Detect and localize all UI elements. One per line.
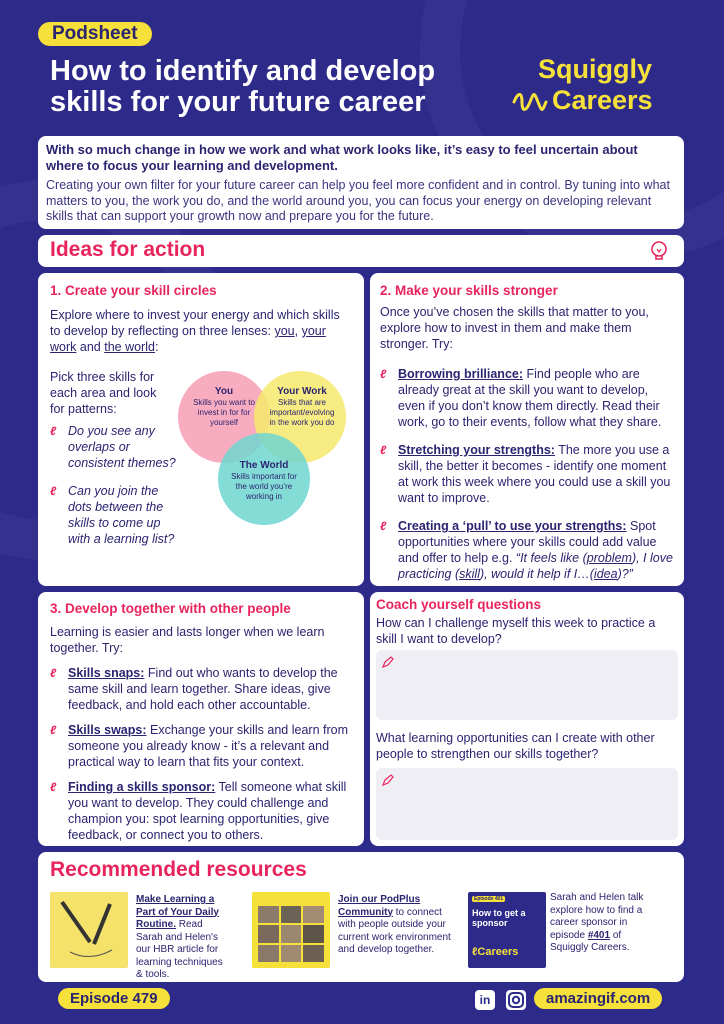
borrowing-brilliance-label: Borrowing brilliance: (398, 367, 524, 381)
ideas-title: Ideas for action (50, 238, 206, 261)
thumb-logo: ℓCareers (472, 946, 519, 958)
question-item: ℓ Do you see any overlaps or consistent themes? (50, 424, 176, 470)
make-stronger-title: 2. Make your skills stronger (380, 283, 558, 298)
venn-label-work: Your Work Skills that are important/evolving in the work you do (269, 386, 335, 427)
pencils-icon (50, 892, 128, 968)
make-stronger-intro: Once you’ve chosen the skills that matter to you, explore how to invest in them and make them stronger. Try: (380, 305, 649, 351)
intro-bold: With so much change in how we work and what work looks like, it’s easy to feel uncertain about where to focus your learning and development. (46, 142, 638, 173)
skills-sponsor-label: Finding a skills sponsor: (68, 780, 216, 794)
squiggle-bullet-icon: ℓ (380, 367, 387, 381)
resource-1-link[interactable]: Make Learning a Part of Your Daily Routine. (136, 894, 219, 930)
coach-question-1: How can I challenge myself this week to practice a skill I want to develop? (376, 616, 656, 646)
coach-questions-title: Coach yourself questions (376, 597, 542, 612)
lens-you: you (274, 324, 295, 338)
resource-2-text: Join our PodPlus Community to connect with people outside your current work environment and develop together. (338, 894, 451, 955)
page-title: How to identify and develop skills for your future career (50, 55, 436, 118)
skills-swaps-label: Skills swaps: (68, 723, 147, 737)
strategy-item: ℓ Stretching your strengths: The more you use a skill, the better it becomes - identify one moment at work this week where you could use a skill you want to improve. (380, 443, 671, 505)
answer-box-2[interactable] (376, 768, 678, 840)
strategy-item: ℓ Skills snaps: Find out who wants to develop the same skill and learn together. Share ideas, give feedback, and hold each other accountable. (50, 666, 338, 712)
thumb-episode-label: Episode 401 (474, 896, 504, 902)
creating-pull-label: Creating a ‘pull’ to use your strengths: (398, 519, 627, 533)
strategy-item: ℓ Finding a skills sponsor: Tell someone what skill you want to develop. They could challenge and champion you: spot learning opportunities, give feedback, or connect you to others. (50, 780, 347, 842)
podsheet-badge: Podsheet (38, 22, 152, 46)
video-grid-icon (258, 906, 324, 962)
venn-diagram (178, 371, 358, 541)
logo-line2: Careers (552, 85, 653, 115)
skills-snaps-label: Skills snaps: (68, 666, 145, 680)
develop-together-intro: Learning is easier and lasts longer when we learn together. Try: (50, 625, 325, 655)
strategy-item: ℓ Borrowing brilliance: Find people who are already great at the skill you want to develop, even if you don’t know them directly. Read their work, go to their events, follow what they share. (380, 367, 662, 429)
venn-label-you: You Skills you want to invest in for for yourself (193, 386, 255, 427)
develop-together-title: 3. Develop together with other people (50, 601, 291, 616)
skill-circles-intro: Explore where to invest your energy and which skills to develop by reflecting on three lenses: you, your work and the world: (50, 308, 340, 354)
squiggle-icon (512, 90, 552, 112)
develop-together-card (38, 592, 364, 846)
instagram-icon[interactable] (506, 990, 526, 1010)
resources-card (38, 852, 684, 982)
intro-text: Creating your own filter for your future career can help you feel more confident and in control. By tuning into what matters to you, the work you do, and the world around you, you can focus your energy on developing relevant skills that can support your growth now and prepare you for the future. (46, 178, 670, 223)
ideas-banner (38, 235, 684, 267)
answer-box-1[interactable] (376, 650, 678, 720)
skill-circles-title: 1. Create your skill circles (50, 283, 217, 298)
linkedin-icon[interactable]: in (475, 990, 495, 1010)
question-item: ℓ Can you join the dots between the skills to come up with a learning list? (50, 484, 175, 546)
instagram-glyph (506, 990, 526, 1010)
coach-questions-card (370, 592, 684, 846)
squiggle-bullet-icon: ℓ (380, 519, 387, 533)
venn-label-world: The World Skills important for the world you’re working in (231, 460, 297, 501)
pencil-icon (382, 774, 394, 786)
resources-title: Recommended resources (50, 858, 307, 881)
skill-circles-card (38, 273, 364, 586)
make-stronger-card (370, 273, 684, 586)
strategy-item: ℓ Creating a ‘pull’ to use your strengths: Spot opportunities where your skills could add value and offer to help e.g. “It feels like (problem), I love practicing (skill), would it help if I…(idea)?” (380, 519, 673, 581)
resource-thumbnail-community[interactable] (252, 892, 330, 968)
intro-card (38, 136, 684, 229)
squiggle-bullet-icon: ℓ (50, 666, 57, 680)
squiggle-bullet-icon: ℓ (50, 780, 57, 794)
thumb-title: How to get a sponsor (472, 908, 526, 928)
resource-thumbnail-episode[interactable] (468, 892, 546, 968)
patterns-questions (50, 423, 178, 547)
lens-your-work: your work (50, 324, 326, 354)
resource-1-text: Make Learning a Part of Your Daily Routine. Read Sarah and Helen's our HBR article for learning techniques & tools. (136, 894, 223, 980)
squiggle-bullet-icon: ℓ (50, 424, 57, 438)
lightbulb-icon (648, 239, 670, 263)
resource-2-link[interactable]: Join our PodPlus Community (338, 894, 421, 918)
logo-line1: Squiggly (538, 54, 652, 84)
squiggle-bullet-icon: ℓ (50, 723, 57, 737)
stretching-strengths-label: Stretching your strengths: (398, 443, 555, 457)
squiggly-careers-logo (512, 54, 692, 116)
coach-question-2: What learning opportunities can I create with other people to strengthen our skills together? (376, 731, 655, 761)
episode-401-link[interactable]: #401 (587, 929, 611, 941)
lens-the-world: the world (104, 340, 155, 354)
episode-badge: Episode 479 (58, 988, 170, 1009)
pick-skills-text: Pick three skills for each area and look for patterns: (50, 370, 157, 416)
squiggle-bullet-icon: ℓ (50, 484, 57, 498)
resource-thumbnail-pencils[interactable] (50, 892, 128, 968)
website-link[interactable]: amazingif.com (534, 988, 662, 1009)
squiggle-bullet-icon: ℓ (380, 443, 387, 457)
pencil-icon (382, 656, 394, 668)
resource-3-text: Sarah and Helen talk explore how to find a career sponsor in episode #401 of Squiggly Careers. (550, 892, 644, 953)
strategy-item: ℓ Skills swaps: Exchange your skills and learn from someone you already know - it’s a relevant and practical way to learn that fits your context. (50, 723, 348, 769)
